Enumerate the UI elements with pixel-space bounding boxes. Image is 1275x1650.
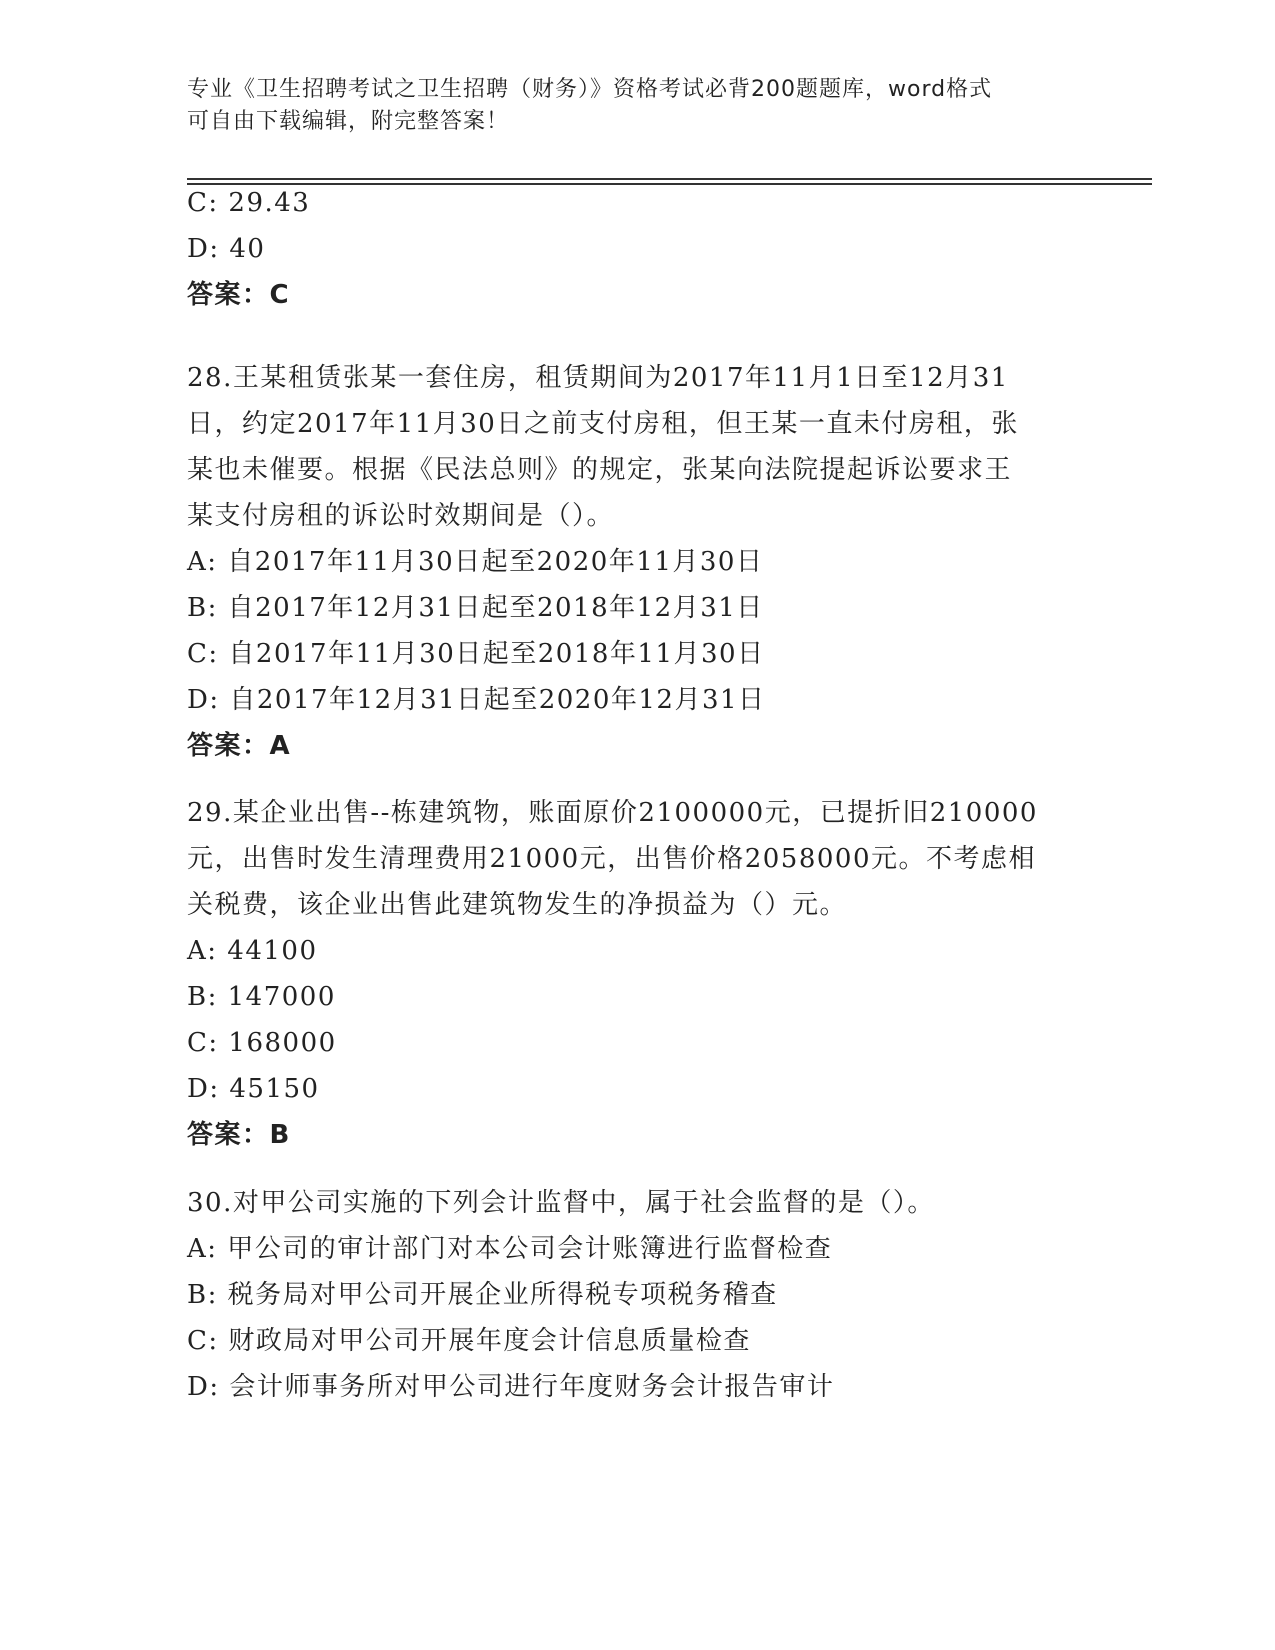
option-d: D: 45150	[187, 1074, 320, 1104]
option-a: A: 甲公司的审计部门对本公司会计账簿进行监督检查	[187, 1234, 833, 1264]
header-title-line-2: 可自由下载编辑，附完整答案！	[187, 109, 510, 134]
option-b: B: 自2017年12月31日起至2018年12月31日	[187, 593, 764, 623]
question-stem-line: 某也未催要。根据《民法总则》的规定，张某向法院提起诉讼要求王	[187, 455, 1013, 485]
option-b: B: 税务局对甲公司开展企业所得税专项税务稽查	[187, 1280, 778, 1310]
question-28	[187, 355, 1067, 769]
option-c: C: 财政局对甲公司开展年度会计信息质量检查	[187, 1326, 751, 1356]
option-d: D: 自2017年12月31日起至2020年12月31日	[187, 685, 766, 715]
answer-line: 答案：A	[187, 731, 292, 761]
document-header	[187, 74, 1067, 138]
answer-line: 答案：B	[187, 1120, 291, 1150]
option-c: C: 自2017年11月30日起至2018年11月30日	[187, 639, 765, 669]
question-stem-line: 元，出售时发生清理费用21000元，出售价格2058000元。不考虑相	[187, 844, 1037, 874]
question-stem-line: 关税费，该企业出售此建筑物发生的净损益为（）元。	[187, 890, 848, 920]
option-a: A: 44100	[187, 936, 318, 966]
option-b: B: 147000	[187, 982, 336, 1012]
question-stem-line: 30.对甲公司实施的下列会计监督中，属于社会监督的是（）。	[187, 1188, 935, 1218]
option-d: D: 40	[187, 234, 266, 264]
answer-line: 答案：C	[187, 280, 291, 310]
question-stem-line: 29.某企业出售--栋建筑物，账面原价2100000元，已提折旧210000	[187, 798, 1038, 828]
option-c: C: 168000	[187, 1028, 337, 1058]
previous-question-tail	[187, 180, 1067, 318]
question-stem-line: 某支付房租的诉讼时效期间是（）。	[187, 501, 615, 531]
question-30	[187, 1180, 1067, 1410]
question-29	[187, 790, 1067, 1158]
question-stem-line: 日，约定2017年11月30日之前支付房租，但王某一直未付房租，张	[187, 409, 1019, 439]
option-a: A: 自2017年11月30日起至2020年11月30日	[187, 547, 764, 577]
question-stem-line: 28.王某租赁张某一套住房，租赁期间为2017年11月1日至12月31	[187, 363, 1009, 393]
option-d: D: 会计师事务所对甲公司进行年度财务会计报告审计	[187, 1372, 835, 1402]
header-title-line-1: 专业《卫生招聘考试之卫生招聘（财务）》资格考试必背200题题库，word格式	[187, 77, 993, 102]
option-c: C: 29.43	[187, 188, 311, 218]
